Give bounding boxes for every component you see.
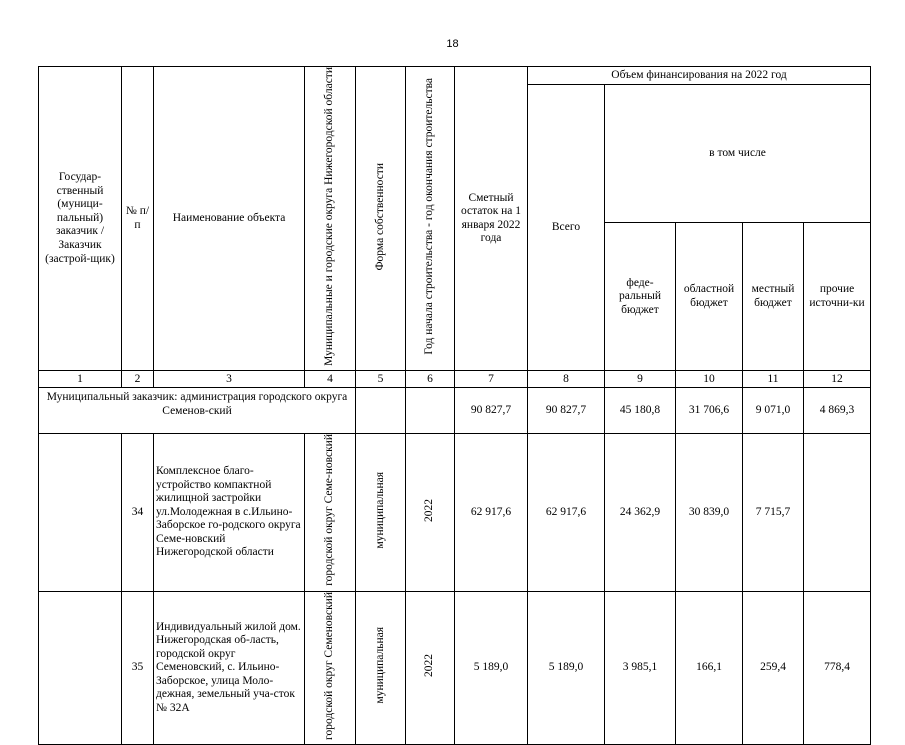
header-other: прочие источни-ки [804, 223, 871, 371]
cell-federal: 3 985,1 [605, 591, 676, 745]
cell-empty [356, 388, 406, 434]
cell-federal: 24 362,9 [605, 434, 676, 591]
cell-other: 4 869,3 [804, 388, 871, 434]
col-number: 2 [122, 371, 154, 388]
cell-year: 2022 [406, 591, 455, 745]
cell-other: 778,4 [804, 591, 871, 745]
col-number: 3 [154, 371, 305, 388]
col-number: 8 [528, 371, 605, 388]
cell-estimate: 5 189,0 [455, 591, 528, 745]
col-number: 7 [455, 371, 528, 388]
col-number: 5 [356, 371, 406, 388]
cell-ownership: муниципальная [356, 591, 406, 745]
header-ownership: Форма собственности [356, 67, 406, 371]
cell-other [804, 434, 871, 591]
cell-local: 7 715,7 [743, 434, 804, 591]
cell-empty [39, 434, 122, 591]
col-number: 6 [406, 371, 455, 388]
customer-row [39, 388, 871, 434]
header-regional: областной бюджет [676, 223, 743, 371]
cell-number: 35 [122, 591, 154, 745]
cell-number: 34 [122, 434, 154, 591]
header-federal: феде-ральный бюджет [605, 223, 676, 371]
cell-total: 90 827,7 [528, 388, 605, 434]
col-number: 1 [39, 371, 122, 388]
cell-total: 62 917,6 [528, 434, 605, 591]
header-district: Муниципальные и городские округа Нижегородской области [305, 67, 356, 371]
cell-local: 259,4 [743, 591, 804, 745]
header-customer: Государ-ственный (муници-пальный) заказчик / Заказчик (застрой-щик) [39, 67, 122, 371]
cell-district: городской округ Семеновский [305, 591, 356, 745]
header-years: Год начала строительства - год окончания строительства [406, 67, 455, 371]
cell-regional: 166,1 [676, 591, 743, 745]
cell-ownership: муниципальная [356, 434, 406, 591]
cell-empty [39, 591, 122, 745]
header-number: № п/п [122, 67, 154, 371]
cell-empty [406, 388, 455, 434]
col-number: 4 [305, 371, 356, 388]
page-number: 18 [446, 38, 459, 50]
customer-label: Муниципальный заказчик: администрация городского округа Семенов-ский [39, 388, 356, 434]
cell-regional: 31 706,6 [676, 388, 743, 434]
cell-estimate: 62 917,6 [455, 434, 528, 591]
header-total: Всего [528, 85, 605, 371]
col-number: 10 [676, 371, 743, 388]
header-object-name: Наименование объекта [154, 67, 305, 371]
col-number: 9 [605, 371, 676, 388]
financing-table [38, 66, 871, 745]
table-row [39, 591, 871, 745]
cell-federal: 45 180,8 [605, 388, 676, 434]
col-number: 12 [804, 371, 871, 388]
table-row [39, 434, 871, 591]
cell-estimate: 90 827,7 [455, 388, 528, 434]
header-including: в том числе [605, 85, 871, 223]
cell-total: 5 189,0 [528, 591, 605, 745]
col-number: 11 [743, 371, 804, 388]
cell-object-name: Комплексное благо-устройство компактной жилищной застройки ул.Молодежная в с.Ильино-Заборское го-родского округа Семе-новский Нижегородской области [154, 434, 305, 591]
cell-regional: 30 839,0 [676, 434, 743, 591]
cell-object-name: Индивидуальный жилой дом. Нижегородская об-ласть, городской округ Семеновский, с. Ильино-Заборское, улица Моло-дежная, земельный уча-сток № 32А [154, 591, 305, 745]
header-estimate-balance: Сметный остаток на 1 января 2022 года [455, 67, 528, 371]
cell-year: 2022 [406, 434, 455, 591]
header-financing: Объем финансирования на 2022 год [528, 67, 871, 85]
header-local: местный бюджет [743, 223, 804, 371]
cell-district: городской округ Семе-новский [305, 434, 356, 591]
cell-local: 9 071,0 [743, 388, 804, 434]
